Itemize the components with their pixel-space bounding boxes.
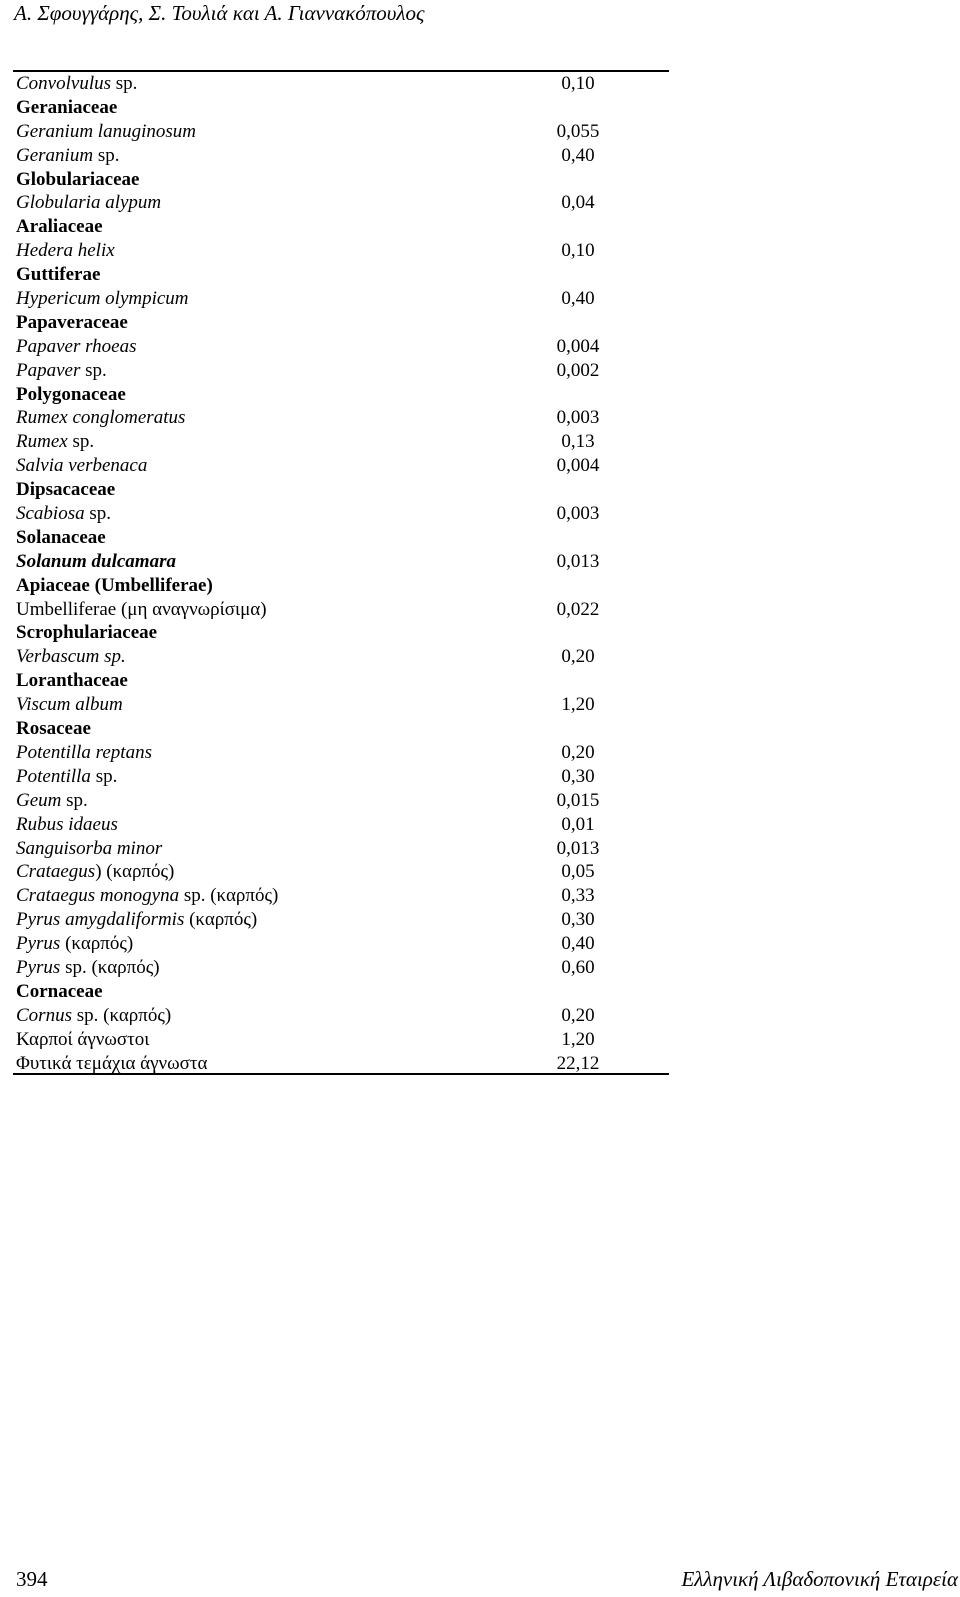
species-row <box>16 72 656 96</box>
family-name: Solanaceae <box>16 526 106 548</box>
running-head: Α. Σφουγγάρης, Σ. Τουλιά και Α. Γιαννακόπουλος <box>14 1 425 25</box>
weight-value: 0,004 <box>556 455 600 477</box>
species-name <box>16 120 196 144</box>
species-name-part: sp. (καρπός) <box>60 956 160 978</box>
species-name <box>16 884 278 908</box>
species-name <box>16 287 189 311</box>
species-name <box>16 908 257 932</box>
species-name <box>16 550 176 574</box>
species-row <box>16 287 656 311</box>
species-name <box>16 693 123 717</box>
species-name-part: Papaver rhoeas <box>16 335 137 357</box>
weight-value: 0,30 <box>561 765 595 787</box>
species-row <box>16 144 656 168</box>
species-table <box>16 72 656 1075</box>
species-row <box>16 454 656 478</box>
weight-value: 0,20 <box>561 646 595 668</box>
family-name: Globulariaceae <box>16 168 140 190</box>
species-name-part: Geranium lanuginosum <box>16 120 196 142</box>
species-row <box>16 120 656 144</box>
species-name-part: Geum <box>16 789 62 811</box>
family-name: Rosaceae <box>16 718 91 740</box>
species-name <box>16 1004 171 1028</box>
species-name-part: sp. <box>67 431 95 453</box>
weight-value: 0,022 <box>556 598 600 620</box>
weight-value: 0,20 <box>561 741 595 763</box>
species-row <box>16 598 656 622</box>
family-name: Polygonaceae <box>16 383 126 405</box>
family-row <box>16 621 656 645</box>
weight-value: 1,20 <box>561 694 595 716</box>
species-name-part: Viscum album <box>16 694 123 716</box>
weight-value: 0,40 <box>561 933 595 955</box>
species-name <box>16 454 147 478</box>
family-name: Loranthaceae <box>16 670 128 692</box>
weight-value: 22,12 <box>556 1052 600 1074</box>
species-name <box>16 789 88 813</box>
family-row <box>16 478 656 502</box>
species-name-part: sp. <box>90 765 118 787</box>
family-row <box>16 574 656 598</box>
species-name <box>16 932 133 956</box>
family-name: Dipsacaceae <box>16 479 116 501</box>
species-name-part: Globularia alypum <box>16 192 162 214</box>
weight-value: 0,055 <box>556 120 600 142</box>
species-row <box>16 789 656 813</box>
family-name: Araliaceae <box>16 216 103 238</box>
species-row <box>16 693 656 717</box>
species-name <box>16 860 174 884</box>
species-name-part: (καρπός) <box>184 909 258 931</box>
family-row <box>16 311 656 335</box>
weight-value: 0,004 <box>556 335 600 357</box>
species-row <box>16 550 656 574</box>
species-row <box>16 239 656 263</box>
species-name-part: Umbelliferae (μη αναγνωρίσιμα) <box>16 598 267 620</box>
family-row <box>16 980 656 1004</box>
species-name-part: sp. <box>93 144 120 166</box>
species-name <box>16 72 137 96</box>
weight-value: 0,10 <box>561 73 595 94</box>
species-name-part: sp. <box>111 73 138 94</box>
species-name <box>16 598 267 622</box>
weight-value: 0,003 <box>556 407 600 429</box>
species-row <box>16 645 656 669</box>
weight-value: 0,10 <box>561 240 595 262</box>
species-name <box>16 406 185 430</box>
weight-value: 0,40 <box>561 144 595 166</box>
species-name-part: Potentilla <box>16 765 91 787</box>
species-name <box>16 191 161 215</box>
family-row <box>16 96 656 120</box>
weight-value: 0,04 <box>561 192 595 214</box>
species-row <box>16 765 656 789</box>
family-name: Cornaceae <box>16 980 103 1002</box>
weight-value: 0,003 <box>556 503 600 525</box>
family-row <box>16 717 656 741</box>
species-row <box>16 1004 656 1028</box>
species-row <box>16 1052 656 1076</box>
page-number: 394 <box>16 1567 48 1591</box>
species-name-part: Sanguisorba minor <box>16 837 163 859</box>
species-name-part: Geranium <box>16 144 94 166</box>
weight-value: 0,05 <box>561 861 595 883</box>
family-row <box>16 383 656 407</box>
species-row <box>16 956 656 980</box>
species-name-part: Cornus <box>16 1004 72 1026</box>
species-name <box>16 430 94 454</box>
species-name-part: sp. <box>61 789 88 811</box>
species-name <box>16 813 118 837</box>
weight-value: 0,13 <box>561 431 595 453</box>
family-row <box>16 669 656 693</box>
species-name-part: Verbascum sp. <box>16 646 126 668</box>
species-name-part: sp. (καρπός) <box>179 885 279 907</box>
family-row <box>16 168 656 192</box>
species-name <box>16 1028 149 1052</box>
weight-value: 0,002 <box>556 359 600 381</box>
species-name-part: sp. <box>80 359 107 381</box>
species-name-part: Rubus idaeus <box>16 813 118 835</box>
species-name-part: Potentilla reptans <box>16 741 152 763</box>
family-name: Guttiferae <box>16 264 101 286</box>
weight-value: 0,01 <box>561 813 595 835</box>
species-row <box>16 359 656 383</box>
species-row <box>16 884 656 908</box>
family-row <box>16 215 656 239</box>
species-name <box>16 239 115 263</box>
weight-value: 0,40 <box>561 288 595 310</box>
species-name-part: (καρπός) <box>60 933 134 955</box>
species-row <box>16 908 656 932</box>
species-row <box>16 837 656 861</box>
species-name-part: Rumex <box>16 431 68 453</box>
species-row <box>16 191 656 215</box>
species-row <box>16 502 656 526</box>
species-name-part: Crataegus monogyna <box>16 885 180 907</box>
species-row <box>16 932 656 956</box>
species-name <box>16 1052 207 1076</box>
species-name-part: sp. (καρπός) <box>71 1004 172 1026</box>
species-name <box>16 144 119 168</box>
species-name-part: Φυτικά τεμάχια άγνωστα <box>16 1052 208 1074</box>
species-name-part: Hypericum olympicum <box>16 288 189 310</box>
species-name <box>16 837 162 861</box>
species-row <box>16 813 656 837</box>
species-name-part: Pyrus <box>16 956 61 978</box>
weight-value: 0,60 <box>561 956 595 978</box>
weight-value: 0,20 <box>561 1004 595 1026</box>
species-name-part: Rumex conglomeratus <box>16 407 186 429</box>
species-name <box>16 741 152 765</box>
weight-value: 0,33 <box>561 885 595 907</box>
weight-value: 0,30 <box>561 909 595 931</box>
species-name <box>16 956 160 980</box>
species-name-part: Scabiosa <box>16 503 85 525</box>
family-name: Geraniaceae <box>16 96 118 118</box>
family-name: Scrophulariaceae <box>16 622 158 644</box>
family-name: Apiaceae (Umbelliferae) <box>16 574 213 596</box>
species-name-part: Papaver <box>16 359 81 381</box>
family-row <box>16 263 656 287</box>
publisher-footer: Ελληνική Λιβαδοπονική Εταιρεία <box>681 1567 958 1591</box>
weight-value: 0,015 <box>556 789 600 811</box>
species-row <box>16 741 656 765</box>
species-name-part: Crataegus <box>16 861 96 883</box>
weight-value: 0,013 <box>556 837 600 859</box>
species-name <box>16 359 107 383</box>
species-name-part: Solanum dulcamara <box>16 550 176 572</box>
species-name-part: Salvia verbenaca <box>16 455 148 477</box>
species-name <box>16 335 137 359</box>
species-name-part: Καρποί άγνωστοι <box>16 1028 150 1050</box>
table-bottom-rule <box>13 1073 669 1075</box>
species-name-part: Pyrus <box>16 933 61 955</box>
species-name <box>16 645 126 669</box>
species-name-part: Hedera helix <box>16 240 115 262</box>
species-name <box>16 765 117 789</box>
species-name-part: Pyrus amygdaliformis <box>16 909 185 931</box>
species-row <box>16 430 656 454</box>
family-name: Papaveraceae <box>16 311 128 333</box>
species-row <box>16 335 656 359</box>
species-name-part: Convolvulus <box>16 73 111 94</box>
species-row <box>16 860 656 884</box>
species-name-part: ) (καρπός) <box>95 861 175 883</box>
weight-value: 1,20 <box>561 1028 595 1050</box>
species-row <box>16 1028 656 1052</box>
weight-value: 0,013 <box>556 550 600 572</box>
species-row <box>16 406 656 430</box>
family-row <box>16 526 656 550</box>
species-name <box>16 502 111 526</box>
species-name-part: sp. <box>84 503 112 525</box>
